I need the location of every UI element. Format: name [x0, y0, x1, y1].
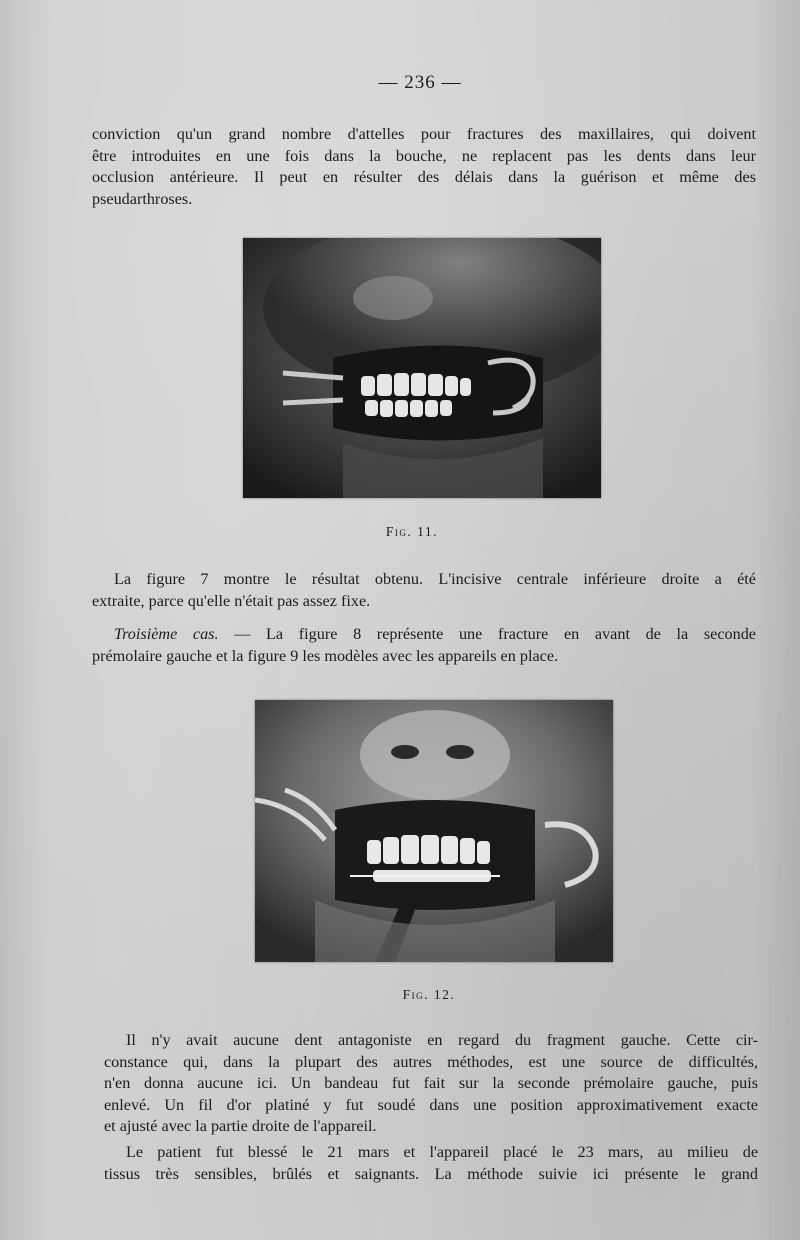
open-mouth-photo-icon: [255, 700, 613, 962]
figure-11-photo: [243, 238, 601, 498]
mouth-splint-photo-icon: [243, 238, 601, 498]
text-line: enlevé. Un fil d'or platiné y fut soudé dans une position approximativement exacte: [104, 1095, 758, 1114]
text-line: conviction qu'un grand nombre d'attelles pour fractures des maxillaires, qui doivent: [92, 125, 756, 143]
paragraph-patient: [104, 1142, 758, 1185]
paragraph-third-case: [92, 624, 756, 667]
text-line: La figure 7 montre le résultat obtenu. L'incisive centrale inférieure droite a été: [114, 570, 756, 588]
text-line: n'en donna aucune ici. Un bandeau fut fait sur la seconde prémolaire gauche, puis: [104, 1074, 758, 1092]
text-line: Il n'y avait aucune dent antagoniste en regard du fragment gauche. Cette cir-: [126, 1031, 758, 1049]
text-line: pseudarthroses.: [92, 189, 193, 208]
third-case-heading: Troisième cas.: [114, 625, 219, 643]
text-fragment: — La figure 8 représente une fracture en avant de la seconde: [218, 625, 756, 643]
text-line: constance qui, dans la plupart des autres méthodes, est une source de difficultés,: [104, 1052, 758, 1071]
figure-12-caption: Fig. 12.: [402, 987, 456, 1002]
paragraph-result: [92, 569, 756, 612]
paragraph-conviction: [92, 124, 756, 210]
text-line: extraite, parce qu'elle n'était pas assez fixe.: [92, 591, 371, 610]
text-line: être introduites en une fois dans la bouche, ne replacent pas les dents dans leur: [92, 146, 756, 165]
text-line: occlusion antérieure. Il peut en résulter des délais dans la guérison et même des: [92, 168, 756, 186]
page-number: — 236 —: [378, 72, 462, 93]
text-line: et ajusté avec la partie droite de l'appareil.: [104, 1117, 377, 1135]
figure-11-caption: Fig. 11.: [385, 524, 439, 539]
figure-12-photo: [255, 700, 613, 962]
text-line: [92, 624, 756, 646]
text-line: prémolaire gauche et la figure 9 les modèles avec les appareils en place.: [92, 646, 559, 665]
text-line: Le patient fut blessé le 21 mars et l'appareil placé le 23 mars, au milieu de: [126, 1143, 758, 1161]
paragraph-antagonist: [104, 1030, 758, 1138]
text-line: tissus très sensibles, brûlés et saignants. La méthode suivie ici présente le grand: [104, 1164, 758, 1183]
